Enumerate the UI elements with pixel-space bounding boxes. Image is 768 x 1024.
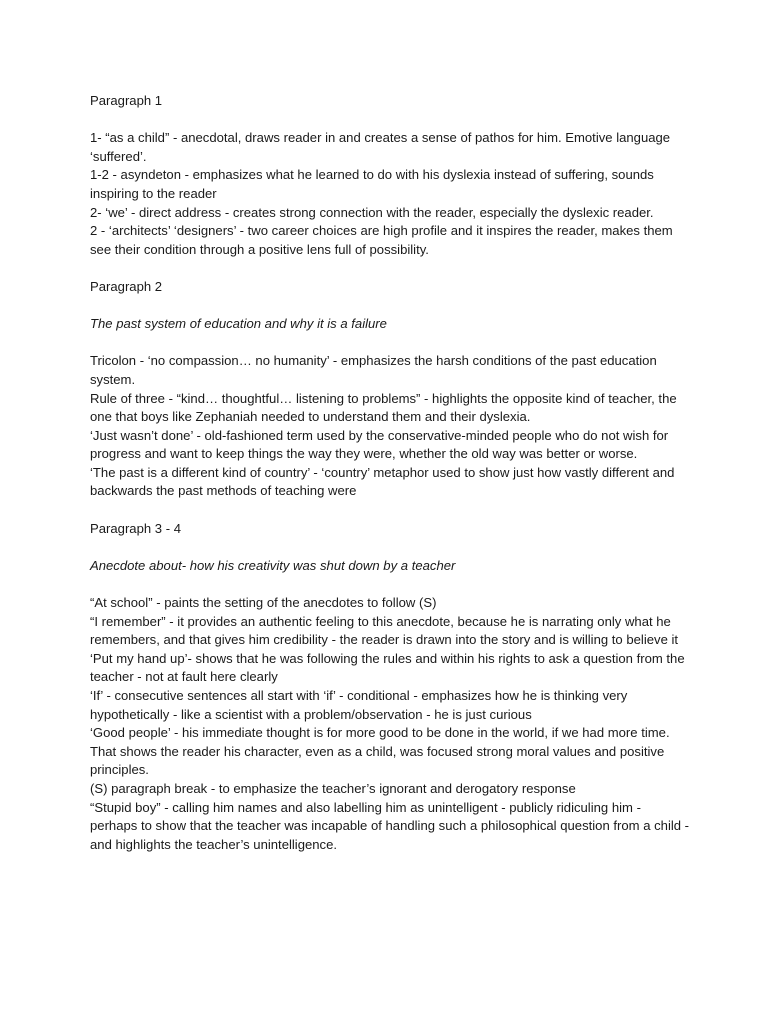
- section-paragraph-1: [90, 92, 690, 259]
- section-heading: Paragraph 2: [90, 278, 163, 294]
- note-line: “I remember” - it provides an authentic feeling to this anecdote, because he is narrating only what he remembers, and that gives him credibility - the reader is drawn into the story and is willing to believe it: [90, 613, 679, 648]
- note-line: 1-2 - asyndeton - emphasizes what he learned to do with his dyslexia instead of suffering, sounds inspiring to the reader: [90, 167, 654, 201]
- note-line: Rule of three - “kind… thoughtful… listening to problems” - highlights the opposite kind of teacher, the one that boys like Zephaniah needed to understand them and their dyslexia.: [90, 390, 677, 425]
- section-paragraph-2: [90, 278, 690, 501]
- document-page: [90, 92, 690, 854]
- note-line: 2 - ‘architects’ ‘designers’ - two career choices are high profile and it inspires the reader, makes them see their condition through a positive lens full of possibility.: [90, 223, 673, 257]
- note-line: “Stupid boy” - calling him names and also labelling him as unintelligent - publicly ridiculing him - perhaps to show that the teacher was incapable of handling such a philosophical question from a child - and highlights the teacher’s unintelligence.: [90, 799, 690, 852]
- section-heading: Paragraph 1: [90, 93, 163, 108]
- note-line: ‘If’ - consecutive sentences all start with ‘if’ - conditional - emphasizes how he is thinking very hypothetically - like a scientist with a problem/observation - he is just curious: [90, 688, 628, 722]
- note-line: “At school” - paints the setting of the anecdotes to follow (S): [90, 595, 437, 611]
- note-line: ‘Good people’ - his immediate thought is for more good to be done in the world, if we had more time. That shows the reader his character, even as a child, was focused strong moral values and positive principles.: [90, 725, 670, 778]
- note-line: ‘Just wasn’t done’ - old-fashioned term used by the conservative-minded people who do not wish for progress and want to keep things the way they were, whether the old way was better or worse.: [90, 427, 669, 462]
- section-heading: Paragraph 3 - 4: [90, 520, 181, 536]
- note-line: 2- ‘we’ - direct address - creates strong connection with the reader, especially the dyslexic reader.: [90, 204, 654, 220]
- note-line: Tricolon - ‘no compassion… no humanity’ - emphasizes the harsh conditions of the past education system.: [90, 353, 657, 387]
- note-line: 1- “as a child” - anecdotal, draws reader in and creates a sense of pathos for him. Emotive language ‘suffered’.: [90, 130, 671, 164]
- note-line: ‘Put my hand up’- shows that he was following the rules and within his rights to ask a question from the teacher - not at fault here clearly: [90, 650, 685, 685]
- section-subtitle: Anecdote about- how his creativity was shut down by a teacher: [90, 557, 456, 573]
- note-line: (S) paragraph break - to emphasize the teacher’s ignorant and derogatory response: [90, 780, 576, 796]
- section-subtitle: The past system of education and why it is a failure: [90, 316, 387, 332]
- section-paragraph-3-4: [90, 520, 690, 855]
- note-line: ‘The past is a different kind of country’ - ‘country’ metaphor used to show just how vastly different and backwards the past methods of teaching were: [90, 464, 675, 499]
